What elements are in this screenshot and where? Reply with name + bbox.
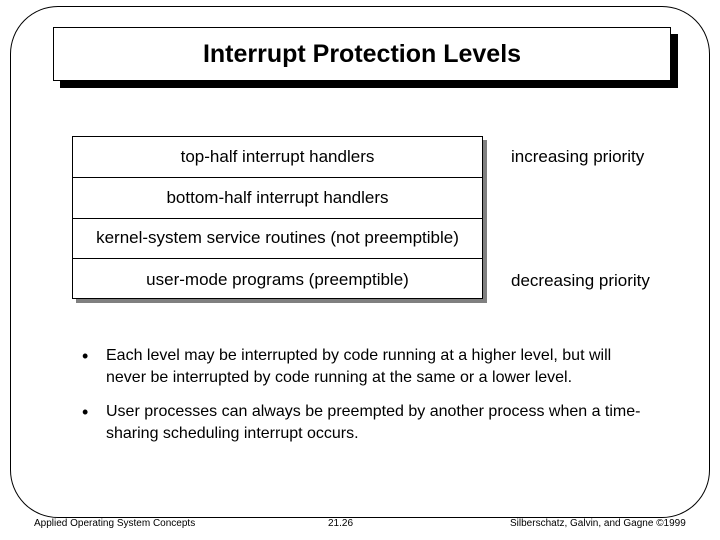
level-label: user-mode programs (preemptible)	[146, 269, 409, 289]
level-row-kernel	[73, 219, 482, 260]
level-row-bottom-half	[73, 178, 482, 219]
footer-authors: Silberschatz, Galvin, and Gagne ©1999	[510, 518, 686, 529]
bullet-icon: •	[82, 346, 89, 366]
bullet-item	[82, 401, 642, 445]
footer-course: Applied Operating System Concepts	[34, 518, 196, 529]
level-row-top-half	[73, 137, 482, 178]
decreasing-priority-label: decreasing priority	[511, 271, 650, 290]
slide-title	[53, 27, 671, 81]
bullet-item	[82, 345, 642, 389]
bullet-text: User processes can always be preempted by another process when a time-sharing scheduling interrupt occurs.	[106, 403, 641, 442]
bullet-icon: •	[82, 402, 89, 422]
increasing-priority-label: increasing priority	[511, 147, 645, 166]
levels-table	[72, 136, 483, 299]
footer-page-number: 21.26	[328, 518, 354, 529]
slide-title-text: Interrupt Protection Levels	[202, 39, 522, 68]
level-row-user-mode	[73, 259, 482, 300]
bullet-list	[82, 345, 642, 457]
level-label: bottom-half interrupt handlers	[166, 187, 389, 207]
level-label: kernel-system service routines (not preemptible)	[96, 228, 459, 248]
level-label: top-half interrupt handlers	[180, 146, 375, 166]
bullet-text: Each level may be interrupted by code running at a higher level, but will never be interrupted by code running at the same or a lower level.	[106, 347, 612, 386]
